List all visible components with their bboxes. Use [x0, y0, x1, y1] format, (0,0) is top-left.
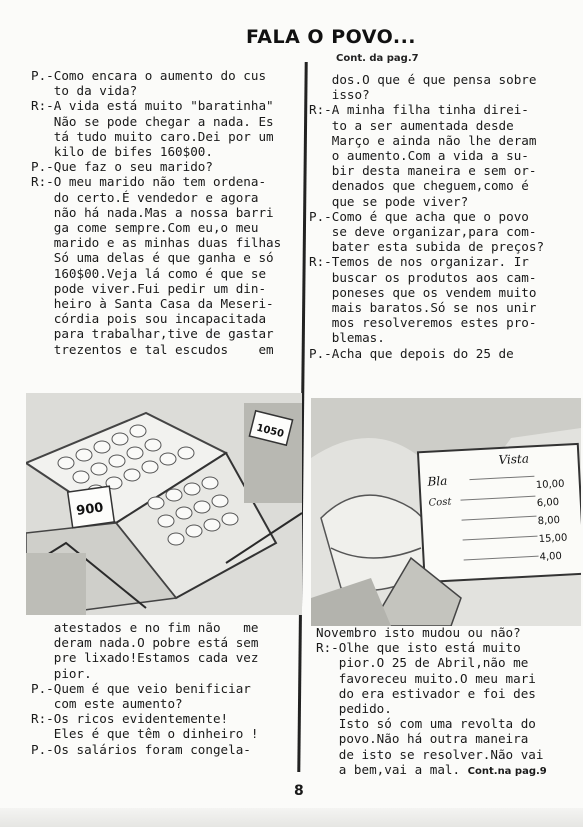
text-line: Eles é que têm o dinheiro !: [31, 726, 259, 742]
right-column-bottom: [316, 625, 583, 779]
text-line: pode viver.Fui pedir um din-: [31, 280, 267, 296]
text-line: R:-Temos de nos organizar. Ir: [309, 254, 529, 270]
text-line: R:-A minha filha tinha direi-: [309, 102, 529, 118]
text-line-end: a bem,vai a mal.: [316, 761, 461, 777]
text-line: denados que cheguem,como é: [309, 178, 529, 194]
right-column-top: [309, 72, 581, 361]
text-line: R:-A vida está muito "baratinha": [31, 98, 274, 114]
text-line: favoreceu muito.O meu mari: [316, 670, 536, 686]
text-line: P.-Os salários foram congela-: [31, 741, 251, 757]
text-line: o aumento.Com a vida a su-: [309, 148, 529, 164]
text-line: Só uma delas é que ganha e só: [31, 250, 274, 266]
text-line: Isto só com uma revolta do: [316, 716, 536, 732]
text-line: com este aumento?: [31, 696, 183, 712]
text-line: isso?: [309, 87, 370, 103]
price-tag-text: 900: [75, 500, 105, 519]
text-line: blemas.: [309, 330, 385, 346]
text-line: P.-Acha que depois do 25 de: [309, 345, 514, 361]
text-line: to a ser aumentada desde: [309, 117, 514, 133]
text-line: kilo de bifes 160$00.: [31, 144, 213, 160]
text-line: Março e ainda não lhe deram: [309, 132, 537, 148]
price-tag: [68, 486, 115, 527]
left-column-top: [31, 68, 299, 357]
text-line: atestados e no fim não me: [31, 620, 259, 635]
text-line: que se pode viver?: [309, 193, 469, 209]
text-line: bater esta subida de preços?: [309, 239, 545, 255]
market-photo-eggs: [26, 393, 302, 615]
continued-on-note: Cont.na pag.9: [467, 765, 547, 777]
text-line: dos.O que é que pensa sobre: [309, 72, 537, 87]
left-column-bottom: [31, 620, 299, 757]
text-line: para trabalhar,tive de gastar: [31, 326, 274, 342]
text-line: marido e as minhas duas filhas: [31, 235, 282, 251]
page-title: FALA O POVO...: [246, 26, 417, 48]
text-line: heiro à Santa Casa da Meseri-: [31, 296, 274, 312]
text-line: não há nada.Mas a nossa barri: [31, 204, 274, 220]
sign-price: 6,00: [536, 496, 560, 510]
text-line: P.-Quem é que veio benificiar: [31, 680, 251, 696]
text-line: P.-Que faz o seu marido?: [31, 159, 213, 175]
text-line: Não se pode chegar a nada. Es: [31, 113, 274, 129]
text-line: Novembro isto mudou ou não?: [316, 625, 521, 640]
text-line: 160$00.Veja lá como é que se: [31, 265, 267, 281]
page-bottom-edge: [0, 808, 583, 827]
text-line: deram nada.O pobre está sem: [31, 635, 259, 651]
text-line: R:-Olhe que isto está muito: [316, 640, 521, 656]
text-line: pior.O 25 de Abril,não me: [316, 655, 529, 671]
text-line: mos resolveremos estes pro-: [309, 315, 537, 331]
text-line: córdia pois sou incapacitada: [31, 311, 267, 327]
sign-price: 4,00: [539, 550, 563, 564]
sign-price: 15,00: [538, 532, 568, 546]
text-line: buscar os produtos aos cam-: [309, 269, 537, 285]
sign-price: 10,00: [535, 478, 565, 492]
text-line: [316, 762, 583, 779]
sign-price: 8,00: [537, 514, 561, 528]
price-sign: [418, 444, 581, 582]
price-tag-text: 1050: [255, 422, 285, 441]
text-line: pedido.: [316, 701, 392, 717]
text-line: mais baratos.Só se nos unir: [309, 300, 537, 316]
page-number: 8: [294, 783, 304, 799]
text-line: bir desta maneira e sem or-: [309, 163, 537, 179]
text-line: se deve organizar,para com-: [309, 224, 537, 240]
text-line: pre lixado!Estamos cada vez: [31, 650, 259, 666]
text-line: de isto se resolver.Não vai: [316, 746, 544, 762]
text-line: P.-Como é que acha que o povo: [309, 208, 529, 224]
text-line: trezentos e tal escudos em: [31, 341, 274, 357]
text-line: do era estivador e foi des: [316, 685, 536, 701]
text-line: povo.Não há outra maneira: [316, 731, 529, 747]
text-line: to da vida?: [31, 83, 138, 99]
text-line: R:-O meu marido não tem ordena-: [31, 174, 267, 190]
text-line: ga come sempre.Com eu,o meu: [31, 220, 259, 236]
text-line: poneses que os vendem muito: [309, 284, 537, 300]
text-line: R:-Os ricos evidentemente!: [31, 711, 229, 727]
text-line: do certo.É vendedor e agora: [31, 189, 259, 205]
text-line: tá tudo muito caro.Dei por um: [31, 128, 274, 144]
sign-left-label: Bla: [427, 473, 448, 489]
text-line: P.-Como encara o aumento do cus: [31, 68, 267, 83]
market-photo-price-sign: [311, 398, 581, 626]
continued-from-note: Cont. da pag.7: [336, 53, 419, 64]
sign-row-label: Cost: [428, 496, 452, 509]
sign-header: Vista: [498, 451, 530, 468]
text-line: pior.: [31, 665, 92, 681]
